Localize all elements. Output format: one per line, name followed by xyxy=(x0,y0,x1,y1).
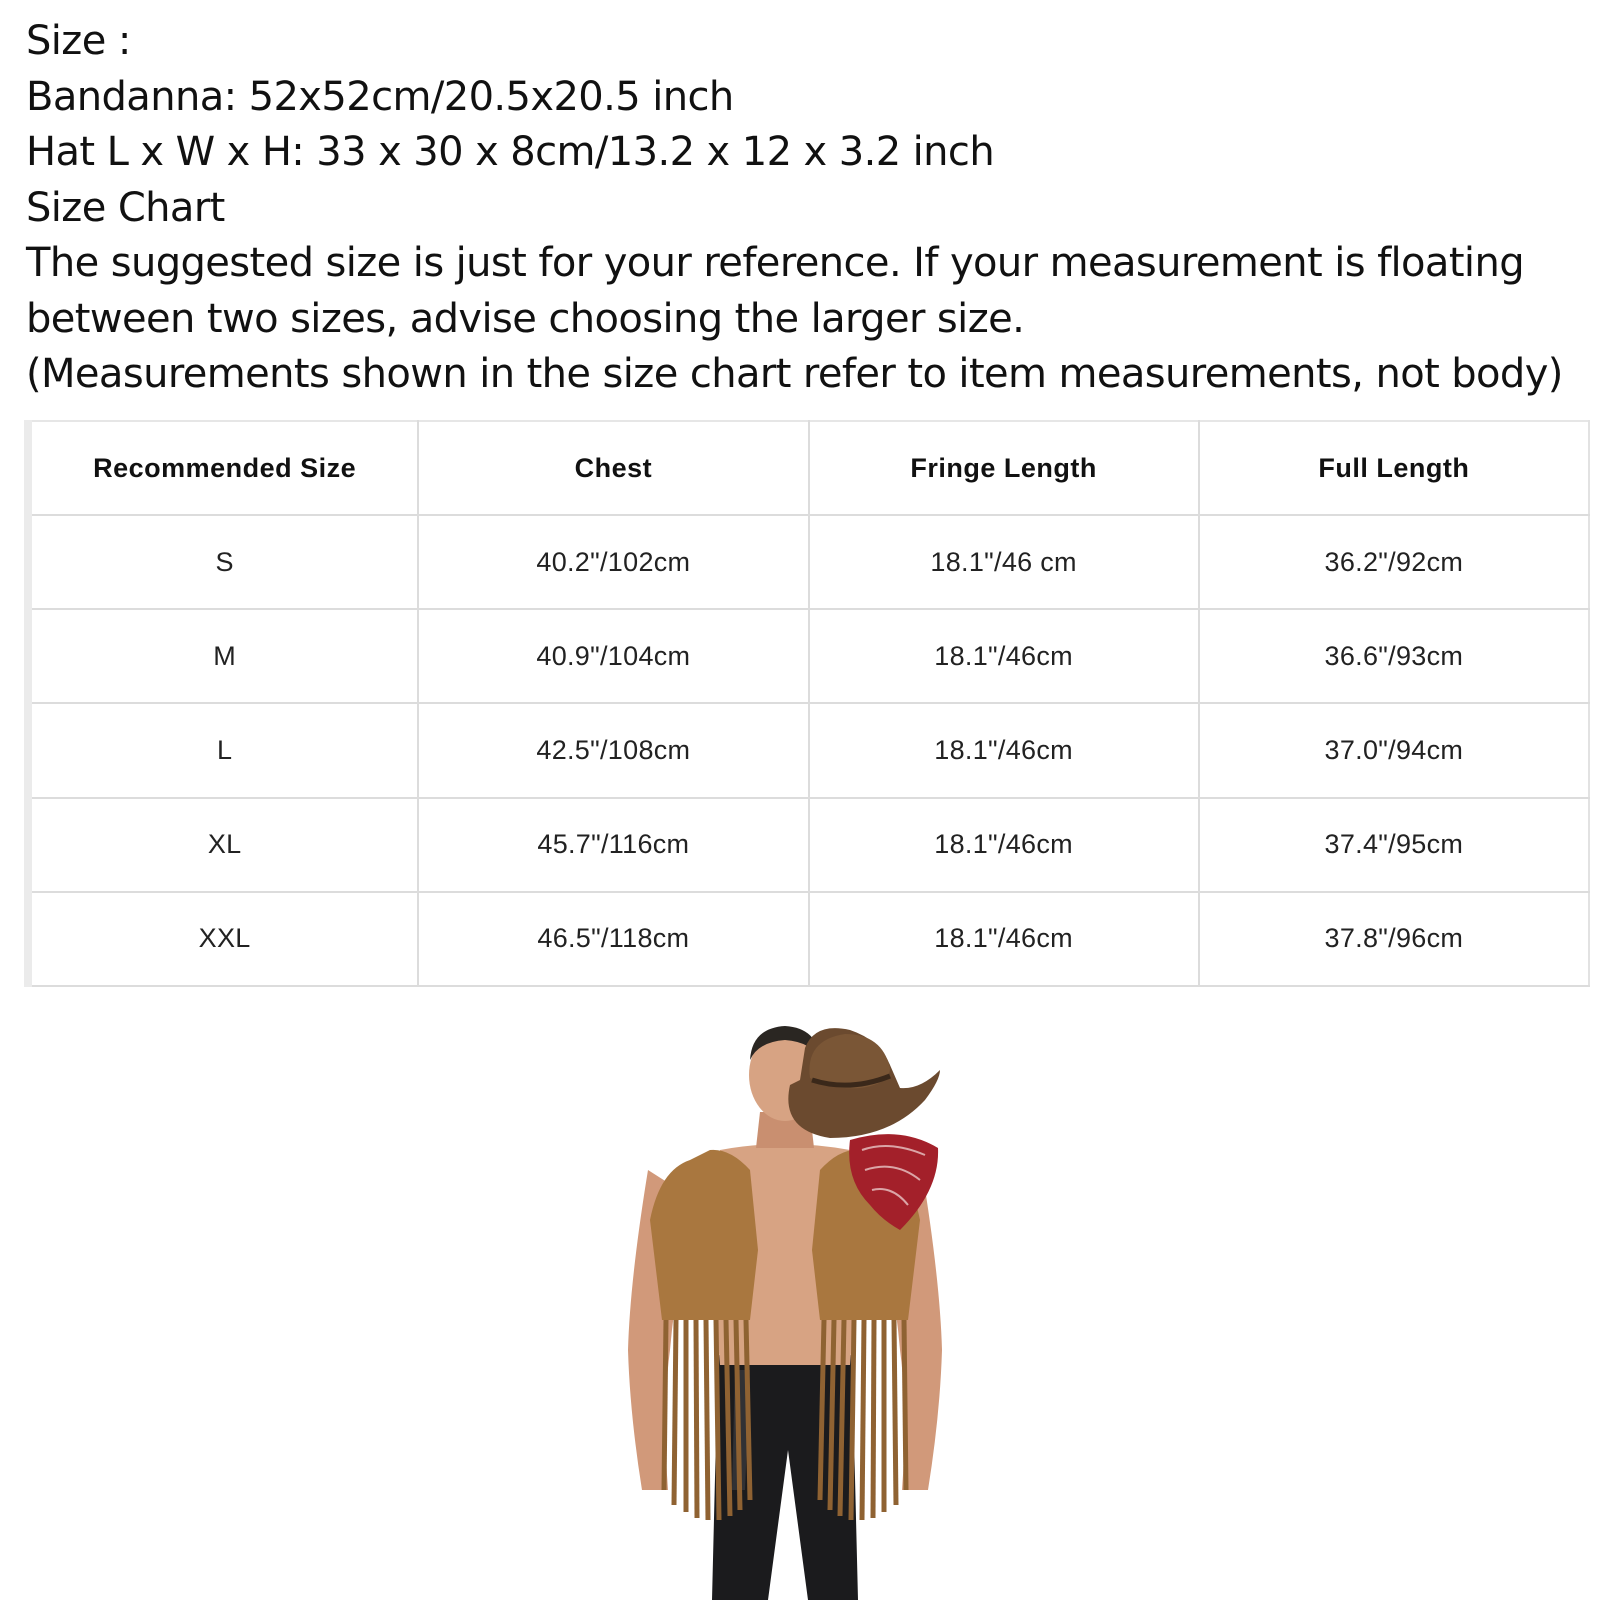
size-cell: M xyxy=(28,609,418,703)
header-full-length: Full Length xyxy=(1199,421,1589,515)
fringe-length-cell: 18.1"/46 cm xyxy=(809,515,1199,609)
cowboy-hat-illustration xyxy=(788,1028,940,1138)
header-fringe-length: Fringe Length xyxy=(809,421,1199,515)
bandanna-dimensions: Bandanna: 52x52cm/20.5x20.5 inch xyxy=(26,73,734,120)
table-row xyxy=(28,609,1589,703)
full-length-cell: 37.8"/96cm xyxy=(1199,892,1589,986)
size-chart-table xyxy=(24,420,1590,987)
size-label: Size : xyxy=(26,18,131,64)
fringe-strand xyxy=(851,1320,854,1520)
fringe-strand xyxy=(696,1320,697,1518)
fringe-strand xyxy=(862,1320,864,1520)
hat-dimensions: Hat L x W x H: 33 x 30 x 8cm/13.2 x 12 x 3.2 inch xyxy=(26,129,995,175)
size-cell: XXL xyxy=(28,892,418,986)
table-row xyxy=(28,798,1589,892)
fringe-strand xyxy=(873,1320,874,1518)
fringe-length-cell: 18.1"/46cm xyxy=(809,892,1199,986)
cowboy-costume-product-image xyxy=(600,1020,980,1600)
table-row xyxy=(28,892,1589,986)
size-chart-heading: Size Chart xyxy=(26,184,225,231)
fringe-strand xyxy=(664,1320,666,1490)
fringe-length-cell: 18.1"/46cm xyxy=(809,703,1199,797)
table-header-row xyxy=(28,421,1589,515)
fringe-strand xyxy=(674,1320,676,1505)
fringe-strand xyxy=(904,1320,906,1490)
fringe-length-cell: 18.1"/46cm xyxy=(809,609,1199,703)
vest-left-panel xyxy=(650,1150,758,1320)
fringe-strand xyxy=(716,1320,719,1520)
full-length-cell: 37.0"/94cm xyxy=(1199,703,1589,797)
size-cell: L xyxy=(28,703,418,797)
fringe-strand xyxy=(706,1320,708,1520)
chest-cell: 45.7"/116cm xyxy=(418,798,808,892)
chest-cell: 46.5"/118cm xyxy=(418,892,808,986)
header-recommended-size: Recommended Size xyxy=(28,421,418,515)
size-info-text xyxy=(26,14,1596,403)
chest-cell: 40.9"/104cm xyxy=(418,609,808,703)
size-cell: S xyxy=(28,515,418,609)
chest-cell: 40.2"/102cm xyxy=(418,515,808,609)
fringe-strand xyxy=(894,1320,896,1505)
size-cell: XL xyxy=(28,798,418,892)
chest-cell: 42.5"/108cm xyxy=(418,703,808,797)
table-row xyxy=(28,515,1589,609)
fringe-length-cell: 18.1"/46cm xyxy=(809,798,1199,892)
full-length-cell: 36.6"/93cm xyxy=(1199,609,1589,703)
header-chest: Chest xyxy=(418,421,808,515)
measurement-note: (Measurements shown in the size chart refer to item measurements, not body) xyxy=(26,351,1563,397)
size-advice-text: The suggested size is just for your reference. If your measurement is floating between two sizes, advise choosing the larger size. xyxy=(26,240,1524,342)
table-row xyxy=(28,703,1589,797)
full-length-cell: 36.2"/92cm xyxy=(1199,515,1589,609)
full-length-cell: 37.4"/95cm xyxy=(1199,798,1589,892)
pants-illustration xyxy=(712,1355,858,1600)
